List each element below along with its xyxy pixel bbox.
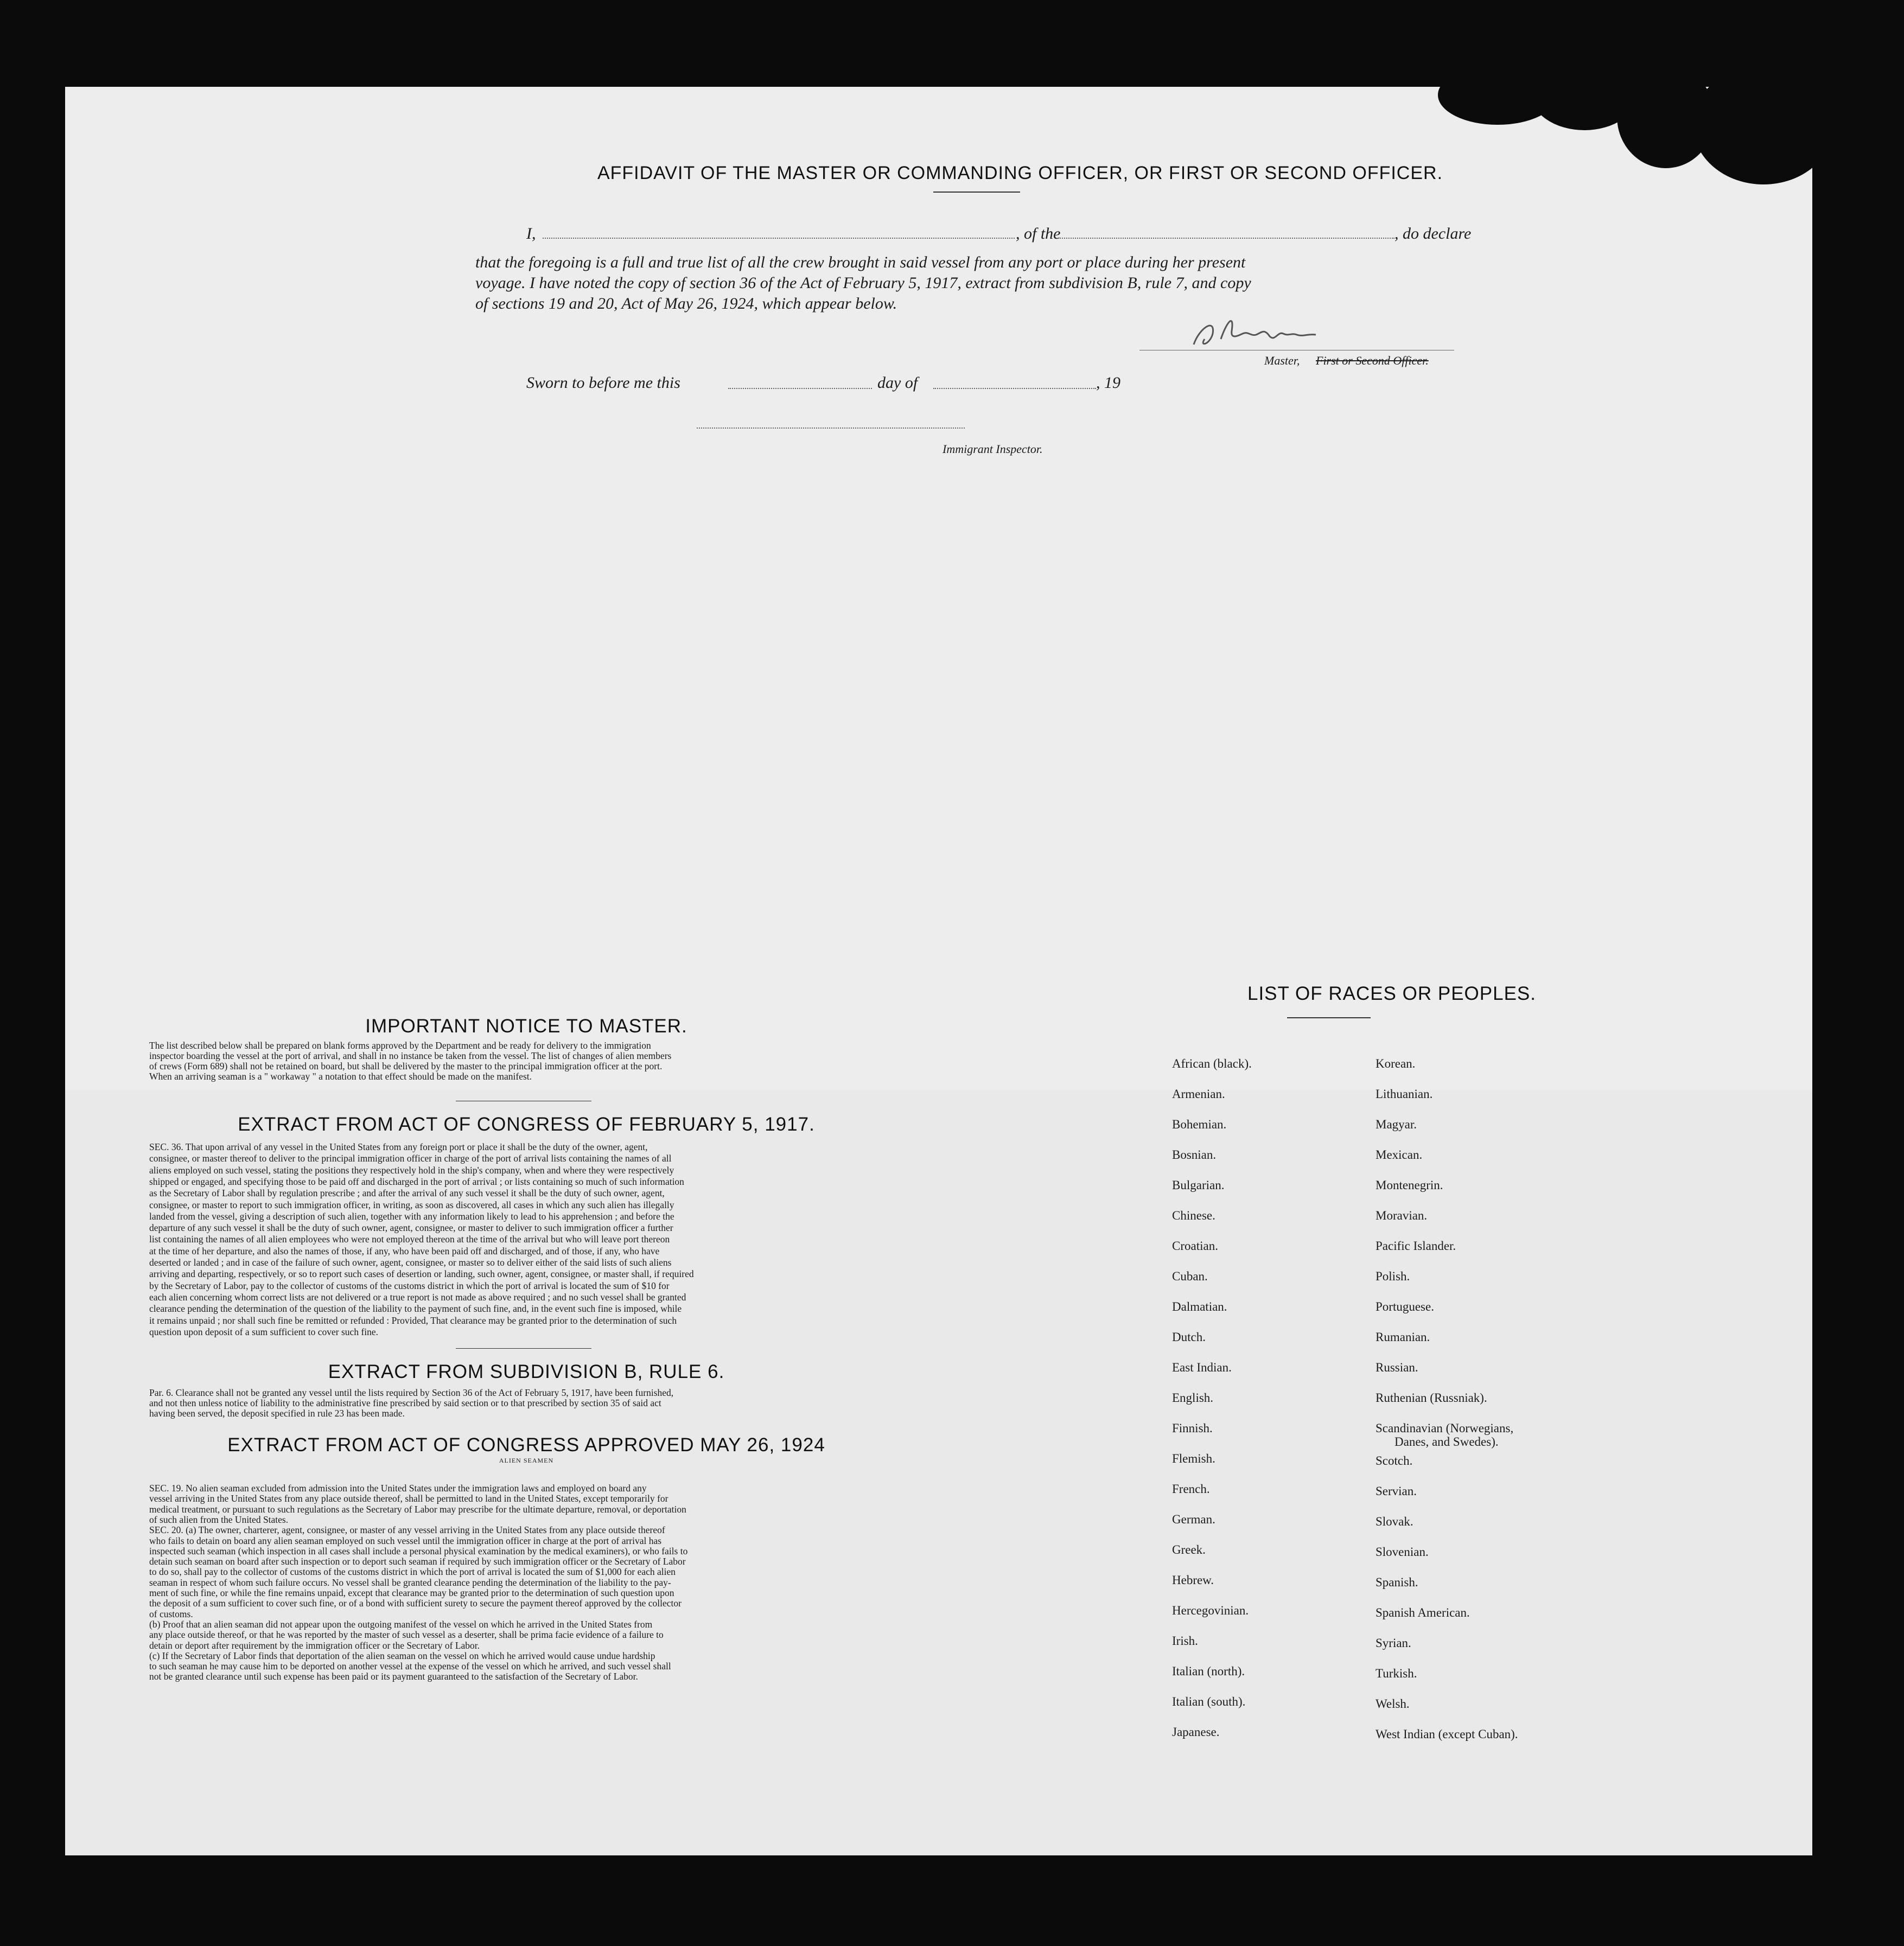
race-item: Korean.: [1376, 1057, 1416, 1070]
race-item: Dalmatian.: [1172, 1300, 1227, 1313]
punch-hole: [1831, 296, 1860, 324]
year-label: , 19: [1096, 374, 1120, 392]
punch-hole: [1829, 1587, 1857, 1616]
race-item: Syrian.: [1376, 1636, 1411, 1650]
text-line: inspected such seaman (which inspection in all cases shall include a personal physical examination by the medical examiners), or who fails to: [149, 1546, 688, 1556]
text-line: detain such seaman on board after such inspection or to deport such seaman if required by such immigration officer or the Secretary of Labor: [149, 1556, 686, 1567]
text-line: The list described below shall be prepared on blank forms approved by the Department and be ready for delivery to the immigration: [149, 1041, 651, 1051]
race-item: Slovak.: [1376, 1515, 1413, 1528]
text-line: arriving and departing, respectively, or so to report such cases of desertion or landing, such owner, agent, consignee, or master shall, if required: [149, 1269, 694, 1280]
punch-hole: [1831, 1241, 1859, 1269]
text-line: deserted or landed ; and in case of the failure of such owner, agent, consignee, or master so to deliver either of the said lists of such aliens: [149, 1258, 672, 1268]
text-line: question upon deposit of a sum sufficient to cover such fine.: [149, 1326, 379, 1337]
text-line: ment of such fine, or while the fine remains unpaid, except that clearance may be granted prior to the determination of such question upon: [149, 1588, 674, 1598]
race-item: Lithuanian.: [1376, 1087, 1433, 1101]
text-line: SEC. 19. No alien seaman excluded from admission into the United States under the immigration laws and employed on board any: [149, 1483, 647, 1494]
race-item: Bulgarian.: [1172, 1178, 1225, 1192]
text-line: to do so, shall pay to the collector of customs of the customs district in which the port of arrival is located the sum of $1,000 for each alien: [149, 1567, 676, 1578]
race-item: Italian (north).: [1172, 1664, 1245, 1678]
text-line: by the Secretary of Labor, pay to the collector of customs of the customs district in which the port of arrival is located the sum of $10 for: [149, 1280, 670, 1291]
race-item: Finnish.: [1172, 1421, 1213, 1435]
text-line: clearance pending the determination of the question of the liability to the payment of such fine, and, in the event such fine is imposed, while: [149, 1304, 682, 1315]
affidavit-body-line: voyage. I have noted the copy of section 36 of the Act of February 5, 1917, extract from subdivision B, rule 7, and copy: [475, 274, 1251, 292]
text-line: landed from the vessel, giving a description of such alien, together with any information likely to lead to his apprehension ; and before the: [149, 1211, 674, 1222]
text-line: it remains unpaid ; nor shall such fine be remitted or refunded : Provided, That clearance may be granted prior to the determination of such: [149, 1315, 677, 1326]
race-item: Montenegrin.: [1376, 1178, 1443, 1192]
text-line: of crews (Form 689) shall not be retained on board, but shall be delivered by the master to the principal immigration officer at the port.: [149, 1061, 663, 1071]
text-line: who fails to detain on board any alien seaman employed on such vessel until the immigration officer in charge at the port of arrival has: [149, 1535, 662, 1546]
text-line: vessel arriving in the United States from any place outside thereof, shall be permitted to land in the United States, except temporarily for: [149, 1494, 668, 1504]
affidavit-body-line: of sections 19 and 20, Act of May 26, 1924, which appear below.: [475, 295, 897, 312]
race-item: Polish.: [1376, 1269, 1410, 1283]
race-item-continuation: Danes, and Swedes).: [1394, 1435, 1499, 1449]
race-item: Slovenian.: [1376, 1545, 1429, 1559]
sworn-month-field[interactable]: [933, 388, 1096, 389]
text-line: medical treatment, or pursuant to such regulations as the Secretary of Labor may prescribe for the ultimate departure, removal, or deportation: [149, 1504, 686, 1515]
text-line: list containing the names of all alien employees who were not employed thereon at the time of the arrival but who will leave port thereon: [149, 1234, 670, 1245]
race-item: Irish.: [1172, 1634, 1198, 1648]
text-line: as the Secretary of Labor shall by regulation prescribe ; and after the arrival of any such vessel it shall be the duty of such owner, agent,: [149, 1188, 665, 1199]
text-line: not be granted clearance until such expense has been paid or its payment guaranteed to the satisfaction of the Secretary of Labor.: [149, 1671, 638, 1682]
race-item: German.: [1172, 1513, 1215, 1526]
punch-hole: [1829, 1675, 1857, 1703]
race-item: East Indian.: [1172, 1361, 1232, 1374]
race-item: Bohemian.: [1172, 1118, 1227, 1131]
affidavit-of-the-label: , of the: [1016, 225, 1061, 243]
race-item: Scotch.: [1376, 1454, 1413, 1468]
text-line: inspector boarding the vessel at the port of arrival, and shall in no instance be taken from the vessel. The list of changes of alien members: [149, 1051, 672, 1061]
race-item: Magyar.: [1376, 1118, 1417, 1131]
day-of-label: day of: [877, 374, 918, 392]
race-item: Chinese.: [1172, 1209, 1215, 1222]
race-item: Croatian.: [1172, 1239, 1218, 1253]
punch-hole: [1831, 1329, 1859, 1357]
text-line: SEC. 36. That upon arrival of any vessel in the United States from any foreign port or place it shall be the duty of the owner, agent,: [149, 1142, 648, 1152]
race-item: English.: [1172, 1391, 1214, 1405]
punch-hole: [1834, 380, 1862, 408]
text-line: and not then unless notice of liability to the administrative fine prescribed by said section or to that prescribed by section 35 of said act: [149, 1398, 661, 1408]
master-signature: [1183, 307, 1346, 355]
race-item: Portuguese.: [1376, 1300, 1434, 1313]
section-divider: [456, 1348, 591, 1349]
signature-caption-struck: First or Second Officer.: [1316, 354, 1429, 367]
torn-edge: [1693, 65, 1834, 184]
text-line: the deposit of a sum sufficient to cover such fine, or of a bond with sufficient surety to secure the payment thereof approved by the collector: [149, 1598, 682, 1609]
text-line: consignee, or master thereof to deliver to the principal immigration officer in charge of the port of arrival lists containing the names of all: [149, 1153, 672, 1164]
notice-title: IMPORTANT NOTICE TO MASTER.: [365, 1016, 687, 1037]
race-item: Spanish American.: [1376, 1606, 1470, 1619]
race-item: Hercegovinian.: [1172, 1604, 1249, 1617]
race-item: Turkish.: [1376, 1667, 1417, 1680]
race-item: Scandinavian (Norwegians,: [1376, 1421, 1514, 1435]
race-item: Russian.: [1376, 1361, 1418, 1374]
race-item: Japanese.: [1172, 1725, 1220, 1739]
race-item: Welsh.: [1376, 1697, 1410, 1711]
inspector-signature-field[interactable]: [697, 428, 965, 429]
race-item: Servian.: [1376, 1484, 1417, 1498]
race-item: West Indian (except Cuban).: [1376, 1727, 1518, 1741]
races-title: LIST OF RACES OR PEOPLES.: [1247, 983, 1536, 1004]
race-item: French.: [1172, 1482, 1210, 1496]
master-name-field[interactable]: [543, 238, 1015, 239]
inspector-caption: Immigrant Inspector.: [943, 442, 1043, 456]
text-line: shipped or engaged, and specifying those to be paid off and discharged in the port of arrival ; or lists containing so much of such information: [149, 1176, 684, 1187]
affidavit-title: AFFIDAVIT OF THE MASTER OR COMMANDING OFFICER, OR FIRST OR SECOND OFFICER.: [597, 163, 1443, 183]
text-line: (c) If the Secretary of Labor finds that deportation of the alien seaman on the vessel on which he arrived would cause undue hardship: [149, 1650, 655, 1661]
race-item: Hebrew.: [1172, 1573, 1214, 1587]
text-line: aliens employed on such vessel, stating the positions they respectively hold in the ship's company, when and where they were respectively: [149, 1165, 674, 1176]
text-line: (b) Proof that an alien seaman did not appear upon the outgoing manifest of the vessel on which he arrived in the United States from: [149, 1619, 653, 1630]
text-line: each alien concerning whom correct lists are not delivered or a true report is not made as above required ; and no such vessel shall be granted: [149, 1292, 686, 1303]
signature-caption-master: Master,: [1264, 354, 1300, 367]
race-item: African (black).: [1172, 1057, 1252, 1070]
text-line: to such seaman he may cause him to be deported on another vessel at the expense of the vessel on which he arrived, and such vessel shall: [149, 1661, 671, 1672]
extract-1917-title: EXTRACT FROM ACT OF CONGRESS OF FEBRUARY 5, 1917.: [238, 1114, 815, 1135]
text-line: any place outside thereof, or that he was reported by the master of such vessel as a deserter, shall be prima facie evidence of a failure to: [149, 1630, 664, 1641]
punch-hole: [1832, 729, 1861, 757]
race-item: Flemish.: [1172, 1452, 1215, 1465]
text-line: When an arriving seaman is a " workaway " a notation to that effect should be made on the manifest.: [149, 1071, 532, 1082]
text-line: Par. 6. Clearance shall not be granted any vessel until the lists required by Section 36 of the Act of February 5, 1917, have been furnished,: [149, 1388, 674, 1398]
race-item: Pacific Islander.: [1376, 1239, 1456, 1253]
punch-hole: [1832, 639, 1861, 667]
race-item: Rumanian.: [1376, 1330, 1430, 1344]
race-item: Dutch.: [1172, 1330, 1206, 1344]
text-line: at the time of her departure, and also the names of those, if any, who have been paid off and discharged, and of those, if any, who have: [149, 1246, 660, 1256]
text-line: departure of any such vessel it shall be the duty of such owner, agent, consignee, or master to deliver to such immigration officer a further: [149, 1223, 673, 1234]
affidavit-body-line: that the foregoing is a full and true list of all the crew brought in said vessel from any port or place during her present: [475, 253, 1246, 271]
race-item: Ruthenian (Russniak).: [1376, 1391, 1487, 1405]
extract-rule6-title: EXTRACT FROM SUBDIVISION B, RULE 6.: [328, 1361, 725, 1382]
sworn-day-field[interactable]: [728, 388, 872, 389]
race-item: Mexican.: [1376, 1148, 1423, 1162]
race-item: Spanish.: [1376, 1575, 1418, 1589]
text-line: seaman in respect of whom such failure occurs. No vessel shall be granted clearance pending the determination of the liability to the pay-: [149, 1577, 671, 1588]
text-line: of customs.: [149, 1609, 193, 1619]
race-item: Moravian.: [1376, 1209, 1428, 1222]
vessel-name-field[interactable]: [1058, 238, 1394, 239]
race-item: Armenian.: [1172, 1087, 1225, 1101]
title-underline: [933, 192, 1020, 193]
text-line: having been served, the deposit specified in rule 23 has been made.: [149, 1408, 405, 1419]
extract-1924-subtitle: ALIEN SEAMEN: [499, 1457, 554, 1464]
races-title-underline: [1287, 1017, 1371, 1018]
race-item: Greek.: [1172, 1543, 1206, 1556]
race-item: Cuban.: [1172, 1269, 1208, 1283]
affidavit-i-label: I,: [526, 225, 536, 243]
text-line: detain or deport after requirement by the immigration officer or the Secretary of Labor.: [149, 1640, 480, 1651]
text-line: consignee, or master to report to such immigration officer, in writing, as soon as discovered, all cases in which any such alien has illegally: [149, 1199, 674, 1210]
extract-1924-title: EXTRACT FROM ACT OF CONGRESS APPROVED MAY 26, 1924: [227, 1434, 825, 1456]
race-item: Italian (south).: [1172, 1695, 1246, 1708]
sworn-label: Sworn to before me this: [526, 374, 680, 392]
text-line: SEC. 20. (a) The owner, charterer, agent, consignee, or master of any vessel arriving in the United States from any place outside thereof: [149, 1525, 665, 1536]
affidavit-declare-label: , do declare: [1394, 225, 1472, 243]
race-item: Bosnian.: [1172, 1148, 1217, 1162]
document-page: [65, 87, 1812, 1855]
text-line: of such alien from the United States.: [149, 1514, 289, 1525]
